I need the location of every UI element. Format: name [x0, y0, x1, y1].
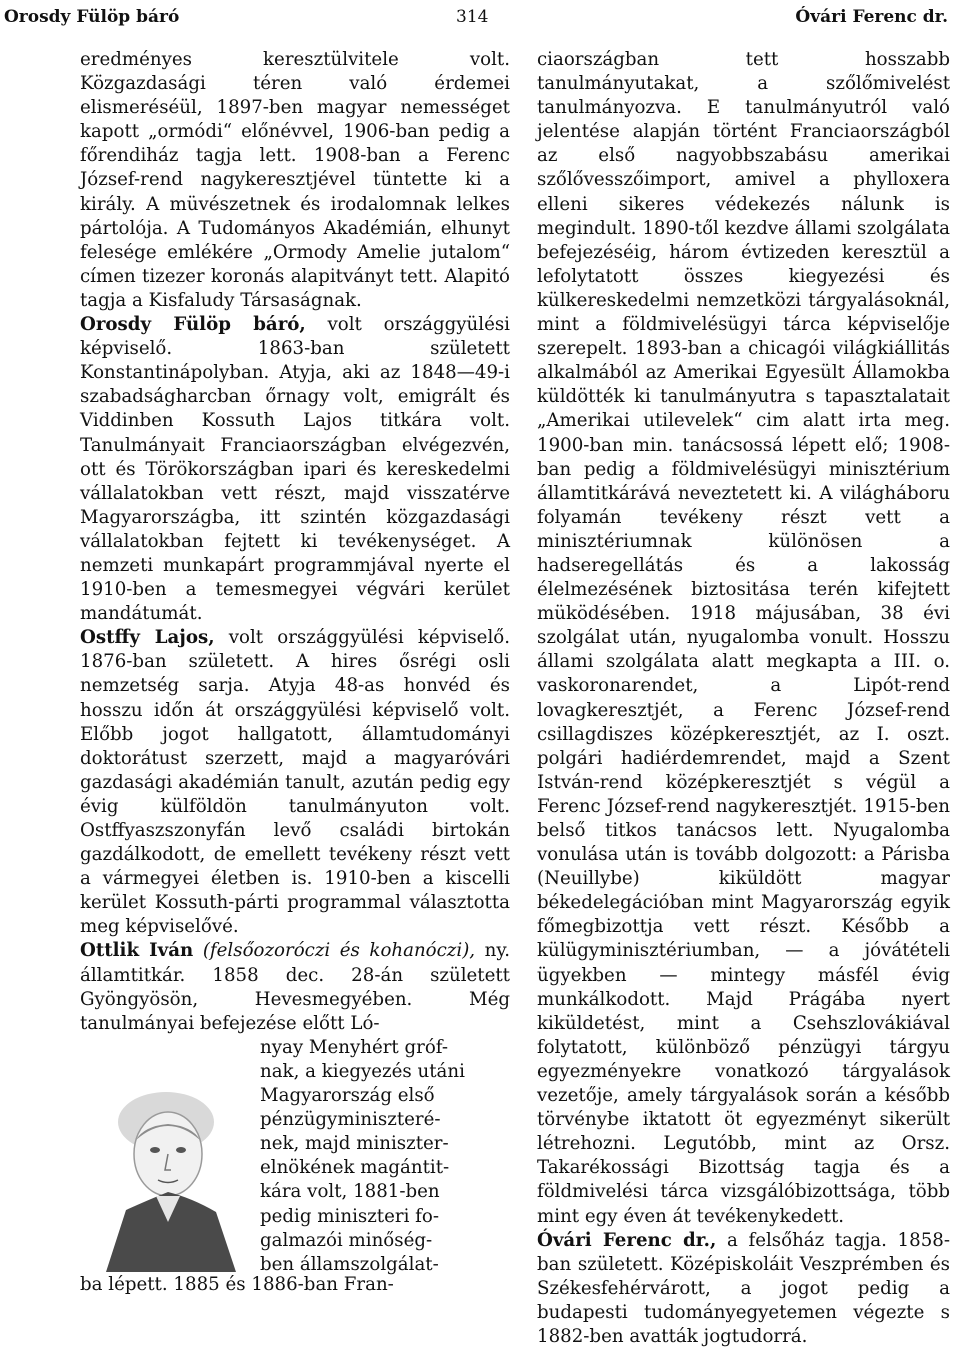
entry-text: ny. államtitkár. 1858 dec. 28-án született Gyöngyösön, Hevesmegyében. Még tanulmányai befejezése előtt Ló-: [80, 940, 511, 1034]
portrait-image: [76, 1092, 248, 1272]
text-line: nek, majd miniszter-: [260, 1133, 449, 1155]
running-header: [0, 6, 960, 28]
paragraph: ciaországban tett hosszabb tanulmányutakat, a szőlőmivelést tanulmányozva. E tanulmányutról való jelentése alapján történt Franciaországból az első nagyobbszabásu amerikai szőlővesszőimport, amivel a phylloxera elleni sikeres védekezés nálunk is megindult. 1890-től kezdve állami szolgálata befejezéséig, három évtizeden keresztül a lefolytatott összes kiegyezési és külkereskedelmi nemzetközi tárgyalásoknál, mint a földmivelésügyi tárca képviselője szerepelt. 1893-ban a chicagói világkiállitás alkalmából az Amerikai Egyesült Államokba küldötték ki tanulmányutra s tapasztalatait „Amerikai utilevelek“ cim alatt irta meg. 1900-ban min. tanácsossá lépett elő; 1908-ban pedig a földmivelésügyi minisztérium államtitkárává neveztetett ki. A világháboru folyamán tevékeny részt vett a minisztériumnak különösen a hadseregellátás és a lakosság élelmezésének biztositása terén kifejtett müködésében. 1918 májusában, 38 évi szolgálat után, nyugalomba vonult. Hosszu állami szolgálata alatt megkapta a III. o. vaskoronarendet, a Lipót-rend lovagkeresztjét, a Ferenc József-rend csillagdiszes középkeresztjét, az I. oszt. polgári hadiérdemrendet, majd a Szent István-rend középkeresztjét s végül a Ferenc József-rend nagykeresztjét. 1915-ben belső titkos tanácsos lett. Nyugalomba vonulása után is tovább dolgozott: a Párisba (Neuillybe) kiküldött magyar békedelegációban mint Magyarország egyik főmegbizottja vett részt. Később a külügyminisztériumban, — a jóvátételi ügyekben — mintegy másfél évig munkálkodott. Majd Prágába nyert kiküldetést, mint a Csehszlovákiával folytatott, különböző pénzügyi tárgyu egyezményekre vonatkozó tárgyalások vezetője, amely tárgyalások során a később törvénybe iktatott öt egyezményt sikerült létrehozni. Legutóbb, mint az Orsz. Takarékossági Bizottság tagja és a földmivelési tárca vizsgálóbizottsága, több mint egy éven át tevékenykedett.: [537, 49, 950, 1227]
header-left: Orosdy Fülöp báró: [4, 7, 180, 27]
text-line: galmazói minőség-: [260, 1229, 433, 1251]
text-line-after-portrait: ba lépett. 1885 és 1886-ban Fran-: [80, 1274, 394, 1295]
page-number: 314: [456, 7, 489, 27]
entry-text: a felsőház tagja. 1858-ban született. Középiskoláit Veszprémben és Székesfehérvárott, a jogot pedig a budapesti tudományegyetemen végezte s 1882-ben avatták jogtudorrá.: [537, 1229, 950, 1347]
entry-name: Orosdy Fülöp báró,: [80, 314, 306, 336]
text-line: ben államszolgálat-: [260, 1253, 439, 1275]
entry-text: volt országgyülési képviselő. 1876-ban született. A hires ősrégi osli nemzetség sarja. Atyja 48-as honvéd és hosszu időn át országgyülési képviselő volt. Előbb jogot hallgatott, államtudományi doktorátust szerzett, majd a magyaróvári gazdasági akadémián tanult, azután pedig egy évig külföldön tanulmányuton volt. Ostffyaszszonyfán levő családi birtokán gazdálkodott, de emellett tevékeny részt vett a vármegyei életben is. 1910-ben a kiscelli kerület Kossuth-párti programmal választotta meg képviselővé.: [80, 627, 510, 938]
entry-name: Ottlik Iván: [80, 940, 194, 962]
text-line: Magyarország első: [260, 1085, 435, 1107]
entry-text: volt országgyülési képviselő. 1863-ban született Konstantinápolyban. Atyja, aki az 1848—49-i szabadságharcban őrnagy volt, emigrált és Viddinben Kossuth Lajos titkára volt. Tanulmányait Franciaországban elvégezvén, ott és Törökországban ipari és kereskedelmi vállalatokban vett részt, majd visszatérve Magyarországba, itt szintén közgazdasági vállalatokban fejtett ki tevékenységet. A nemzeti munkapárt programmjával nyerte el 1910-ben a temesmegyei végvári kerület mandátumát.: [80, 314, 510, 625]
text-line: pénzügyminiszteré-: [260, 1109, 441, 1131]
entry-title-italic: (felsőozoróczi és kohanóczi),: [193, 940, 476, 962]
entry-orosdy: [80, 313, 510, 626]
text-line: nyay Menyhért gróf-: [260, 1036, 449, 1058]
entry-name: Ostffy Lajos,: [80, 627, 215, 649]
text-line: elnökének magántit-: [260, 1157, 450, 1179]
entry-ottlik: [80, 939, 510, 1035]
entry-name: Óvári Ferenc dr.,: [537, 1229, 717, 1251]
paragraph: eredményes keresztülvitele volt. Közgazdasági téren való érdemei elismeréséül, 1897-ben magyar nemességet kapott „ormódi“ előnévvel, 1906-ban pedig a főrendiház tagja lett. 1908-ban a Ferenc József-rend nagykeresztjével tüntette ki a király. A müvészetnek és irodalomnak lelkes pártolója. A Tudományos Akadémián, elhunyt felesége emlékére „Ormody Amelie jutalom“ címen tizezer koronás alapitványt tett. Alapitó tagja a Kisfaludy Társaságnak.: [80, 49, 510, 311]
text-line: pedig miniszteri fo-: [260, 1205, 439, 1227]
text-line: kára volt, 1881-ben: [260, 1181, 440, 1203]
entry-ovari: [537, 1229, 950, 1349]
entry-ostffy: [80, 626, 510, 939]
portrait-photo: [76, 1092, 248, 1272]
right-column: [537, 48, 950, 1349]
text-line: nak, a kiegyezés utáni: [260, 1060, 465, 1082]
header-right: Óvári Ferenc dr.: [795, 7, 948, 27]
